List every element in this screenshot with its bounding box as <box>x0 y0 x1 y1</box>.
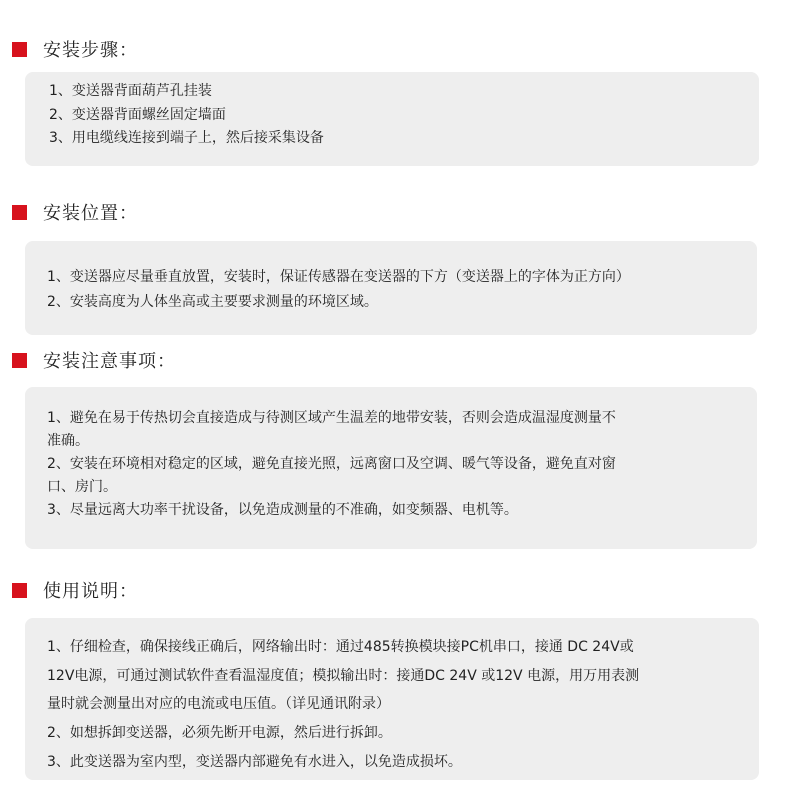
section-heading: 安装注意事项： <box>43 351 176 372</box>
install-location-panel <box>25 241 757 335</box>
install-step-1: 1、变送器背面葫芦孔挂装 <box>49 83 212 99</box>
red-square-icon <box>12 205 27 220</box>
section-heading: 安装位置： <box>43 203 138 224</box>
precaution-line-3: 2、安装在环境相对稳定的区域，避免直接光照，远离窗口及空调、暖气等设备，避免直对窗 <box>47 456 616 472</box>
precaution-line-2: 准确。 <box>47 433 89 449</box>
usage-line-5: 3、此变送器为室内型，变送器内部避免有水进入，以免造成损坏。 <box>47 754 462 770</box>
usage-line-1: 1、仔细检查，确保接线正确后，网络输出时：通过485转换模块接PC机串口，接通 DC 24V或 <box>47 639 634 655</box>
precaution-line-1: 1、避免在易于传热切会直接造成与待测区域产生温差的地带安装，否则会造成温湿度测量不 <box>47 410 616 426</box>
install-steps-panel <box>25 72 759 166</box>
precaution-line-4: 口、房门。 <box>47 479 117 495</box>
location-item-1: 1、变送器应尽量垂直放置，安装时，保证传感器在变送器的下方（变送器上的字体为正方向） <box>47 269 630 285</box>
section-title-install-precautions <box>12 348 176 372</box>
section-title-usage <box>12 578 138 602</box>
usage-line-2: 12V电源，可通过测试软件查看温湿度值；模拟输出时：接通DC 24V 或12V 电源，用万用表测 <box>47 668 640 684</box>
precaution-line-5: 3、尽量远离大功率干扰设备，以免造成测量的不准确，如变频器、电机等。 <box>47 502 518 518</box>
usage-line-3: 量时就会测量出对应的电流或电压值。（详见通讯附录） <box>47 696 390 712</box>
install-step-2: 2、变送器背面螺丝固定墙面 <box>49 107 226 123</box>
usage-line-4: 2、如想拆卸变送器，必须先断开电源，然后进行拆卸。 <box>47 725 392 741</box>
install-step-3: 3、用电缆线连接到端子上，然后接采集设备 <box>49 130 324 146</box>
red-square-icon <box>12 353 27 368</box>
red-square-icon <box>12 583 27 598</box>
usage-panel <box>25 618 759 780</box>
red-square-icon <box>12 42 27 57</box>
install-precautions-panel <box>25 387 757 549</box>
location-item-2: 2、安装高度为人体坐高或主要要求测量的环境区域。 <box>47 294 378 310</box>
section-heading: 使用说明： <box>43 581 138 602</box>
section-title-install-steps <box>12 37 138 61</box>
section-title-install-location <box>12 200 138 224</box>
section-heading: 安装步骤： <box>43 40 138 61</box>
